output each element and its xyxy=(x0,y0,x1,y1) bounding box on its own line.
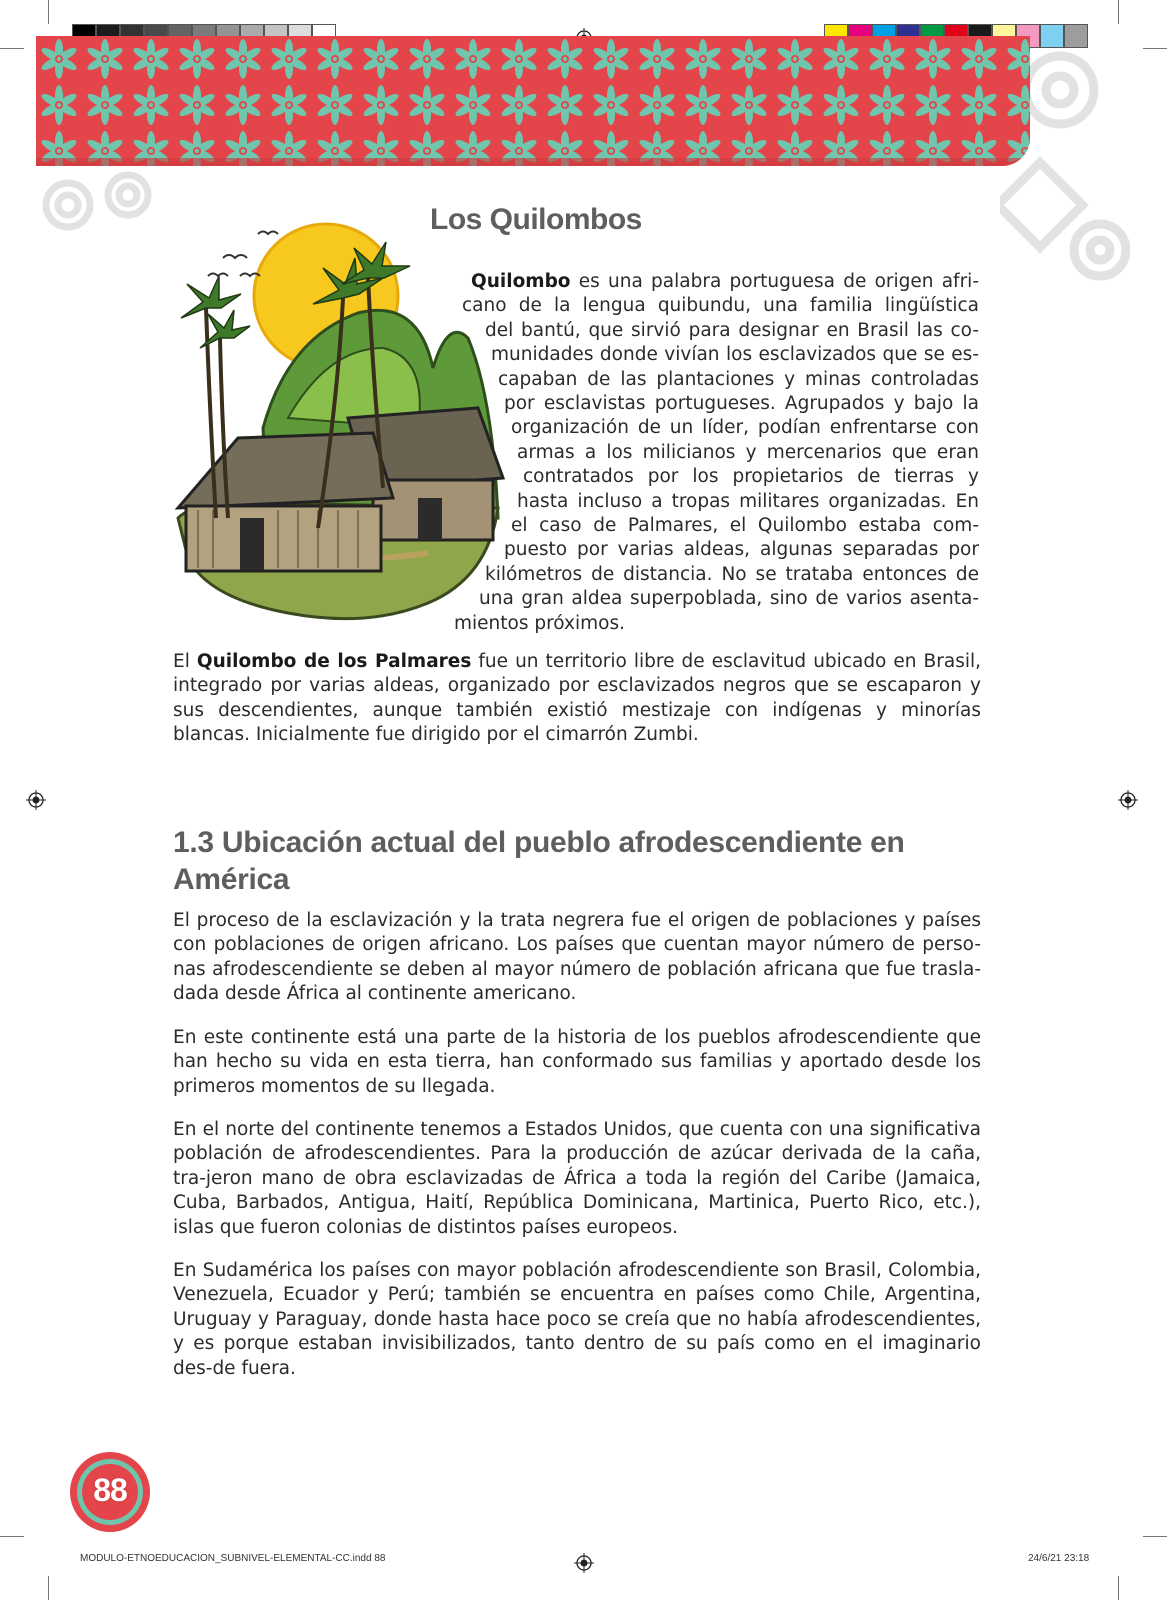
intro-line xyxy=(479,587,979,611)
crop-mark xyxy=(48,0,49,24)
palmares-prefix: El xyxy=(173,651,197,672)
intro-line xyxy=(504,538,979,562)
intro-line-text: armas a los milicianos y mercenarios que eran xyxy=(517,441,979,463)
intro-line-text: por esclavistas portugueses. Agrupados y bajo la xyxy=(504,393,979,415)
intro-line xyxy=(511,514,979,538)
intro-line xyxy=(485,563,979,587)
quilombo-term: Quilombo xyxy=(471,271,571,292)
crop-mark xyxy=(0,48,24,49)
intro-line-text: hasta incluso a tropas militares organizadas. En xyxy=(517,490,979,512)
intro-line-text: del bantú, que sirvió para designar en Brasil las co- xyxy=(485,319,979,341)
intro-line xyxy=(471,270,979,294)
intro-line xyxy=(454,612,979,636)
spiral-decor-icon xyxy=(36,160,166,250)
palmares-text: fue un territorio libre de esclavitud ubicado en Brasil, integrado por varias aldeas, organizado por esclavizados negros que se escaparon y sus descendientes, aunque también existió mestizaje con indígenas y minorías blancas. Inicialmente fue dirigido por el cimarrón Zumbi. xyxy=(173,651,981,746)
intro-line xyxy=(517,441,979,465)
crop-mark xyxy=(48,1576,49,1600)
crop-mark xyxy=(0,1536,24,1537)
registration-mark-icon xyxy=(26,790,46,810)
crop-mark xyxy=(1118,1576,1119,1600)
intro-line-text: cano de la lengua quibundu, una familia lingüística xyxy=(462,295,979,317)
section-paragraph: En este continente está una parte de la historia de los pueblos afrodescendiente que han hecho su vida en esta tierra, han conformado sus familias y aportado desde los primeros momentos de su llegada. xyxy=(173,1027,981,1097)
registration-mark-icon xyxy=(1118,790,1138,810)
intro-line xyxy=(504,392,979,416)
footer-date: 24/6/21 23:18 xyxy=(1028,1553,1090,1564)
crop-mark xyxy=(1118,0,1119,24)
section-heading: 1.3 Ubicación actual del pueblo afrodescendiente en América xyxy=(173,826,905,896)
palmares-term: Quilombo de los Palmares xyxy=(196,651,472,672)
intro-line-text: una gran aldea superpoblada, sino de varios asenta- xyxy=(479,588,979,610)
intro-line xyxy=(517,490,979,514)
intro-line xyxy=(511,416,979,440)
section-paragraph: El proceso de la esclavización y la trata negrera fue el origen de poblaciones y países con poblaciones de origen africano. Los países que cuentan mayor número de perso-nas afrodescendiente se deben al mayor número de población africana que fue trasla-dada desde África al continente americano. xyxy=(173,910,981,1005)
intro-line-text: mientos próximos. xyxy=(454,612,625,634)
intro-line xyxy=(523,465,979,489)
intro-line-text: capaban de las plantaciones y minas controladas xyxy=(498,368,979,390)
section-title: Los Quilombos xyxy=(430,203,642,236)
intro-line-text: kilómetros de distancia. No se trataba entonces de xyxy=(485,563,979,585)
intro-line-text: es una palabra portuguesa de origen afri- xyxy=(570,271,979,292)
intro-line-text: el caso de Palmares, el Quilombo estaba com- xyxy=(511,515,979,537)
intro-line xyxy=(491,343,979,367)
footer-file-name: MODULO-ETNOEDUCACION_SUBNIVEL-ELEMENTAL-CC.indd 88 xyxy=(80,1553,386,1564)
crop-mark xyxy=(1143,1536,1167,1537)
intro-line xyxy=(462,294,979,318)
registration-mark-icon xyxy=(574,1553,594,1573)
intro-line-text: munidades donde vivían los esclavizados que se es- xyxy=(491,344,979,366)
quilombo-intro-paragraph xyxy=(454,270,979,636)
palmares-paragraph xyxy=(173,650,981,748)
intro-line xyxy=(498,368,979,392)
page-number: 88 xyxy=(93,1472,127,1508)
intro-line-text: puesto por varias aldeas, algunas separadas por xyxy=(504,539,979,561)
intro-line-text: organización de un líder, podían enfrentarse con xyxy=(511,417,979,439)
crop-mark xyxy=(1143,48,1167,49)
section-paragraph: En Sudamérica los países con mayor población afrodescendiente son Brasil, Colombia, Venezuela, Ecuador y Perú; también se encuentra en países como Chile, Argentina, Uruguay y Paraguay, donde hasta hace poco se creía que no había afrodescendientes, y es porque estaban invisibilizados, tanto dentro de su país como en el imaginario des-de fuera. xyxy=(173,1260,981,1379)
intro-line xyxy=(485,319,979,343)
section-paragraph: En el norte del continente tenemos a Estados Unidos, que cuenta con una significativa población de afrodescendientes. Para la producción de azúcar derivada de la caña, tra-jeron mano de obra esclavizadas de África a toda la región del Caribe (Jamaica, Cuba, Barbados, Antigua, Haití, República Dominicana, Martinica, Puerto Rico, etc.), islas que fueron colonias de distintos países europeos. xyxy=(173,1119,981,1238)
flower-pattern-banner xyxy=(36,36,1030,166)
intro-line-text: contratados por los propietarios de tierras y xyxy=(523,466,979,488)
